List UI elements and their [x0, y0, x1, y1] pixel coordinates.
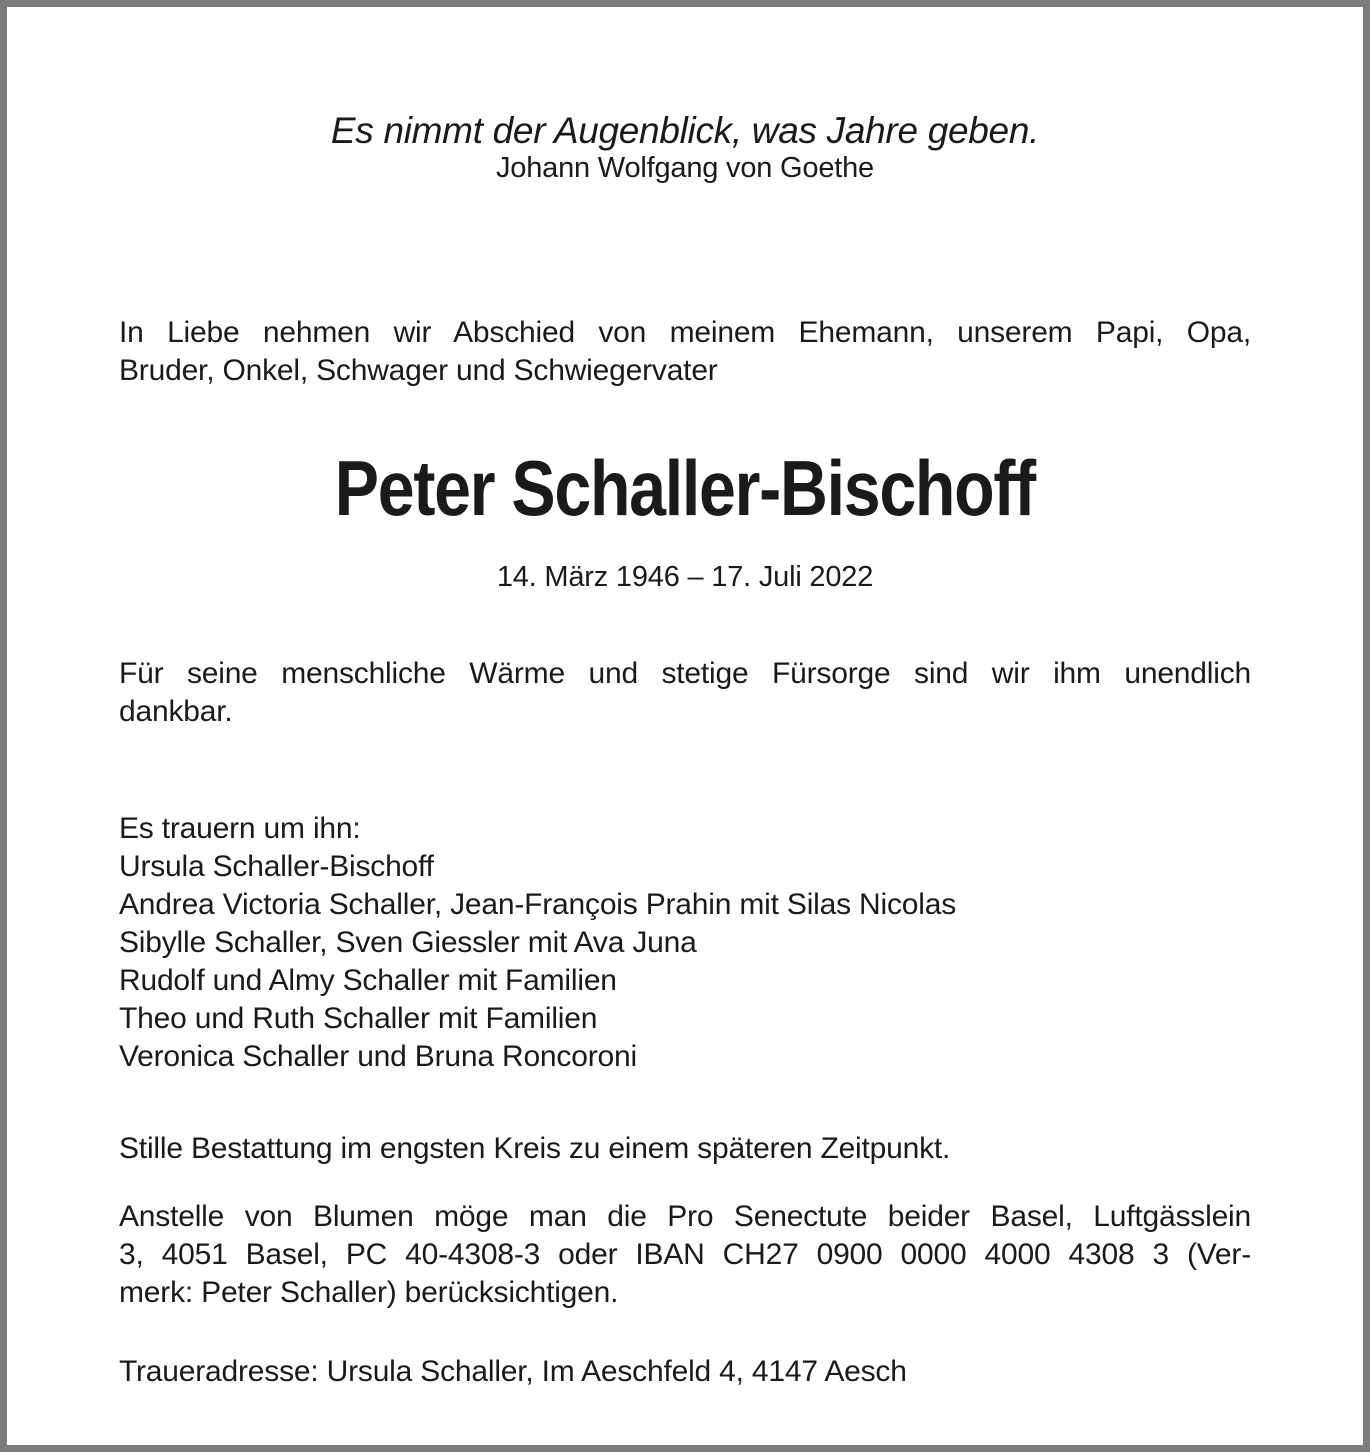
quote-block [119, 111, 1251, 185]
mourner-line: Ursula Schaller-Bischoff [119, 850, 434, 883]
quote-text: Es nimmt der Augenblick, was Jahre geben. [330, 110, 1040, 151]
mourner-line: Andrea Victoria Schaller, Jean-François Prahin mit Silas Nicolas [119, 888, 957, 921]
notice-content [7, 111, 1363, 1391]
quote-attribution: Johann Wolfgang von Goethe [496, 152, 874, 184]
mourner-line: Veronica Schaller und Bruna Roncoroni [119, 1040, 637, 1073]
intro-line-2: Bruder, Onkel, Schwager und Schwiegervater [119, 354, 718, 387]
mourning-address [119, 1353, 1251, 1391]
donation-paragraph [119, 1198, 1251, 1312]
gratitude-line-1: Für seine menschliche Wärme und stetige Fürsorge sind wir ihm unendlich [119, 657, 1251, 690]
mourners-block [119, 810, 1251, 1076]
deceased-name: Peter Schaller-Bischoff [334, 444, 1036, 532]
mourner-line: Rudolf und Almy Schaller mit Familien [119, 964, 617, 997]
mourner-line: Sibylle Schaller, Sven Giessler mit Ava Juna [119, 926, 697, 959]
deceased-name-heading [119, 446, 1251, 553]
mourning-address-line: Traueradresse: Ursula Schaller, Im Aeschfeld 4, 4147 Aesch [119, 1355, 907, 1388]
donation-line-2: 3, 4051 Basel, PC 40-4308-3 oder IBAN CH27 0900 0000 4000 4308 3 (Ver- [119, 1238, 1251, 1271]
burial-note [119, 1130, 1251, 1168]
life-dates: 14. März 1946 – 17. Juli 2022 [496, 561, 874, 593]
intro-line-1: In Liebe nehmen wir Abschied von meinem Ehemann, unserem Papi, Opa, [119, 316, 1251, 349]
gratitude-paragraph [119, 655, 1251, 731]
mourners-heading: Es trauern um ihn: [119, 812, 361, 845]
burial-note-line: Stille Bestattung im engsten Kreis zu einem späteren Zeitpunkt. [119, 1132, 951, 1165]
donation-line-1: Anstelle von Blumen möge man die Pro Senectute beider Basel, Luftgässlein [119, 1200, 1251, 1233]
gratitude-line-2: dankbar. [119, 695, 233, 728]
donation-line-3: merk: Peter Schaller) berücksichtigen. [119, 1276, 619, 1309]
mourner-line: Theo und Ruth Schaller mit Familien [119, 1002, 598, 1035]
intro-paragraph [119, 314, 1251, 390]
